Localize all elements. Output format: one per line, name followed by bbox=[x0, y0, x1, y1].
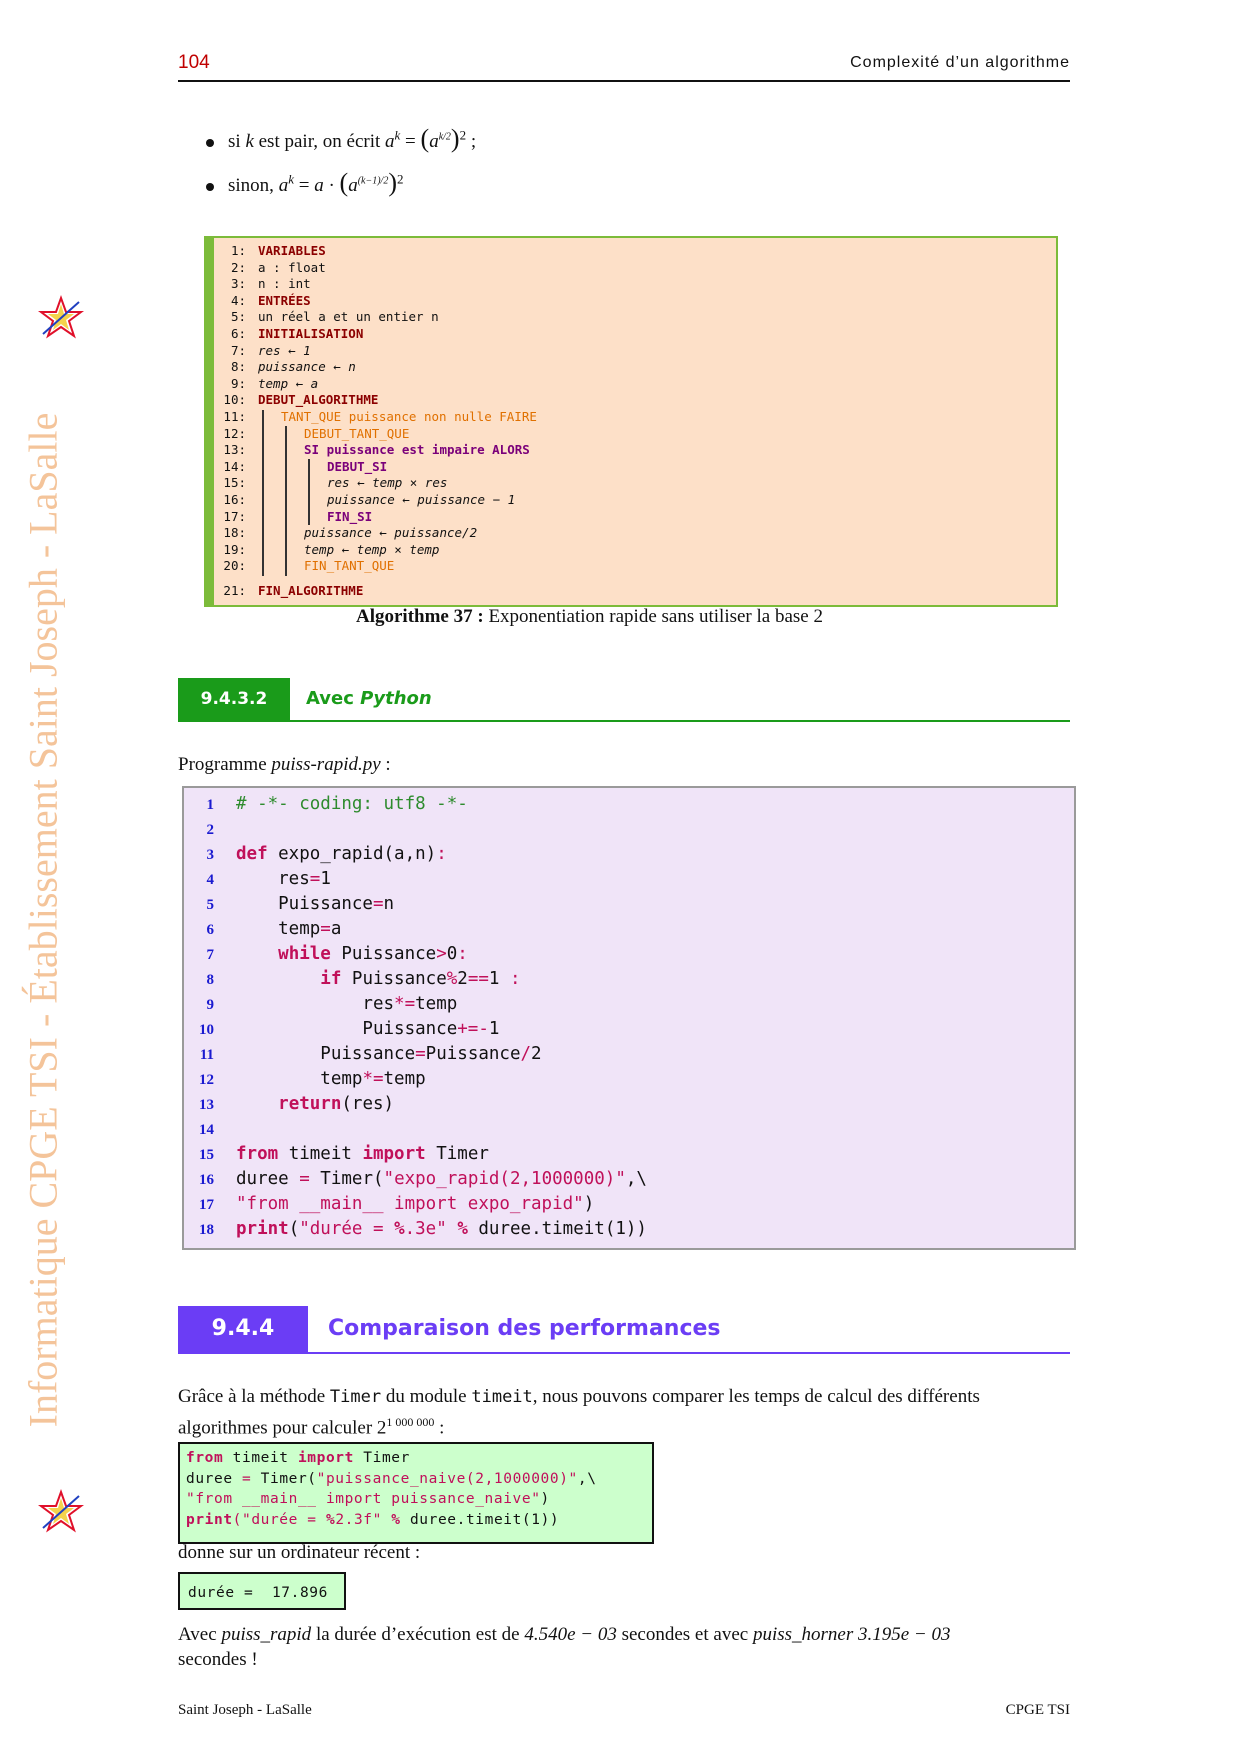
algo-line-13: SI puissance est impaire ALORS bbox=[304, 442, 530, 458]
page-number: 104 bbox=[178, 52, 210, 73]
result-box: durée = 17.896 bbox=[178, 1572, 346, 1610]
algo-line-8: puissance ← n bbox=[258, 359, 356, 375]
header-rule bbox=[178, 80, 1070, 82]
bullet-odd: sinon, $a^k = a \cdot (a^{(k-1)/2})^2$ bbox=[206, 168, 403, 198]
algo-line-19: temp ← temp × temp bbox=[304, 541, 440, 557]
footer-right: CPGE TSI bbox=[1005, 1702, 1070, 1718]
watermark-text: Informatique CPGE TSI - Établissement Saint Joseph - LaSalle bbox=[20, 412, 66, 1428]
algo-line-7: res ← 1 bbox=[258, 342, 311, 358]
watermark bbox=[0, 355, 88, 1485]
algo-line-3: n : int bbox=[258, 276, 311, 292]
school-logo-top bbox=[38, 294, 84, 340]
algorithm-side-bar bbox=[204, 236, 214, 607]
algo-line-21: FIN_ALGORITHME bbox=[258, 582, 364, 598]
indent-bar-if bbox=[308, 459, 310, 525]
algo-line-11: TANT_QUE puissance non nulle FAIRE bbox=[281, 408, 537, 424]
algo-line-16: puissance ← puissance − 1 bbox=[327, 491, 516, 507]
section-title-comparaison: Comparaison des performances bbox=[328, 1316, 721, 1341]
algo-line-12: DEBUT_TANT_QUE bbox=[304, 425, 410, 441]
indent-bar-while bbox=[262, 410, 264, 576]
program-label: Programme puiss-rapid.py : bbox=[178, 754, 391, 775]
section-number-9-4-4: 9.4.4 bbox=[178, 1306, 308, 1352]
paragraph-timer: Grâce à la méthode Timer du module timeit, nous pouvons comparer les temps de calcul des différents algorithmes pour calculer $2^{1 000 000}$ : bbox=[178, 1386, 980, 1439]
section-number-9-4-3-2: 9.4.3.2 bbox=[178, 678, 290, 720]
section-rule-green bbox=[178, 720, 1070, 722]
bullet-dot bbox=[206, 139, 214, 147]
algo-line-5: un réel a et un entier n bbox=[258, 309, 439, 325]
timer-code-lines: from timeit import Timer duree = Timer("puissance_naive(2,1000000)",\ "from __main__ import puissance_naive") print("durée = %2.3f" % duree.timeit(1)) bbox=[186, 1450, 597, 1528]
algo-line-14: DEBUT_SI bbox=[327, 458, 388, 474]
result-label: donne sur un ordinateur récent : bbox=[178, 1542, 421, 1563]
algo-line-17: FIN_SI bbox=[327, 508, 373, 524]
bullet-dot bbox=[206, 183, 214, 191]
algorithm-lines: 1: VARIABLES 2: a : float 3: n : int 4: ENTRÉES 5: un réel a et un entier n 6: INITIALISATION 7: res ← 1 8: puissance ← n 9: temp ← a 10: DEBUT_ALGORITHME 11: TANT_QUE puissance non nulle FAIRE 12: DEBUT_TANT_QUE 13: SI puissance est impaire ALORS 14: DEBUT_SI 15: res ← temp × res 16: puissance ← puissance − 1 17: FIN_SI 18: puissance ← puissance/2 19: temp ← temp × temp 20: FIN_TANT_QUE 21: FIN_ALGORITHME bbox=[223, 243, 537, 598]
algo-line-6: INITIALISATION bbox=[258, 325, 364, 341]
algo-line-2: a : float bbox=[258, 259, 326, 275]
algo-line-4: ENTRÉES bbox=[258, 292, 311, 308]
algorithm-caption: Algorithme 37 : Exponentiation rapide sans utiliser la base 2 bbox=[356, 606, 823, 627]
algo-line-15: res ← temp × res bbox=[327, 475, 448, 491]
algo-line-10: DEBUT_ALGORITHME bbox=[258, 392, 379, 408]
algo-line-9: temp ← a bbox=[258, 375, 319, 391]
bullet-even: si k est pair, on écrit $a^k = (a^{k/2})^2$ ; bbox=[206, 124, 476, 154]
section-rule-purple bbox=[178, 1352, 1070, 1354]
footer-left: Saint Joseph - LaSalle bbox=[178, 1702, 312, 1718]
section-title-python: Avec Python bbox=[306, 688, 432, 709]
indent-bar-while-body bbox=[285, 426, 287, 576]
school-logo-bottom bbox=[38, 1488, 84, 1534]
chapter-title: Complexité d’un algorithme bbox=[850, 54, 1070, 71]
python-code-lines: 1 # -*- coding: utf8 -*- 2 3 def expo_rapid(a,n): 4 res=1 5 Puissance=n 6 temp=a 7 while Puissance>0: 8 if Puissance%2==1 : 9 res*=temp 10 Puissance+=-1 11 Puissance=Puissance/2 12 temp*=temp 13 return(res) 14 15 from timeit import Timer 16 duree = Timer("expo_rapid(2,1000000)",\ 17 "from __main__ import expo_rapid") 18 print("durée = %.3e" % duree.timeit(1)) bbox=[199, 794, 647, 1239]
algo-line-20: FIN_TANT_QUE bbox=[304, 558, 395, 574]
paragraph-conclusion: Avec puiss_rapid la durée d’exécution est de 4.540e − 03 secondes et avec puiss_horner 3.195e − 03 secondes ! bbox=[178, 1624, 951, 1670]
algo-line-1: VARIABLES bbox=[258, 243, 326, 258]
algo-line-18: puissance ← puissance/2 bbox=[304, 525, 478, 541]
